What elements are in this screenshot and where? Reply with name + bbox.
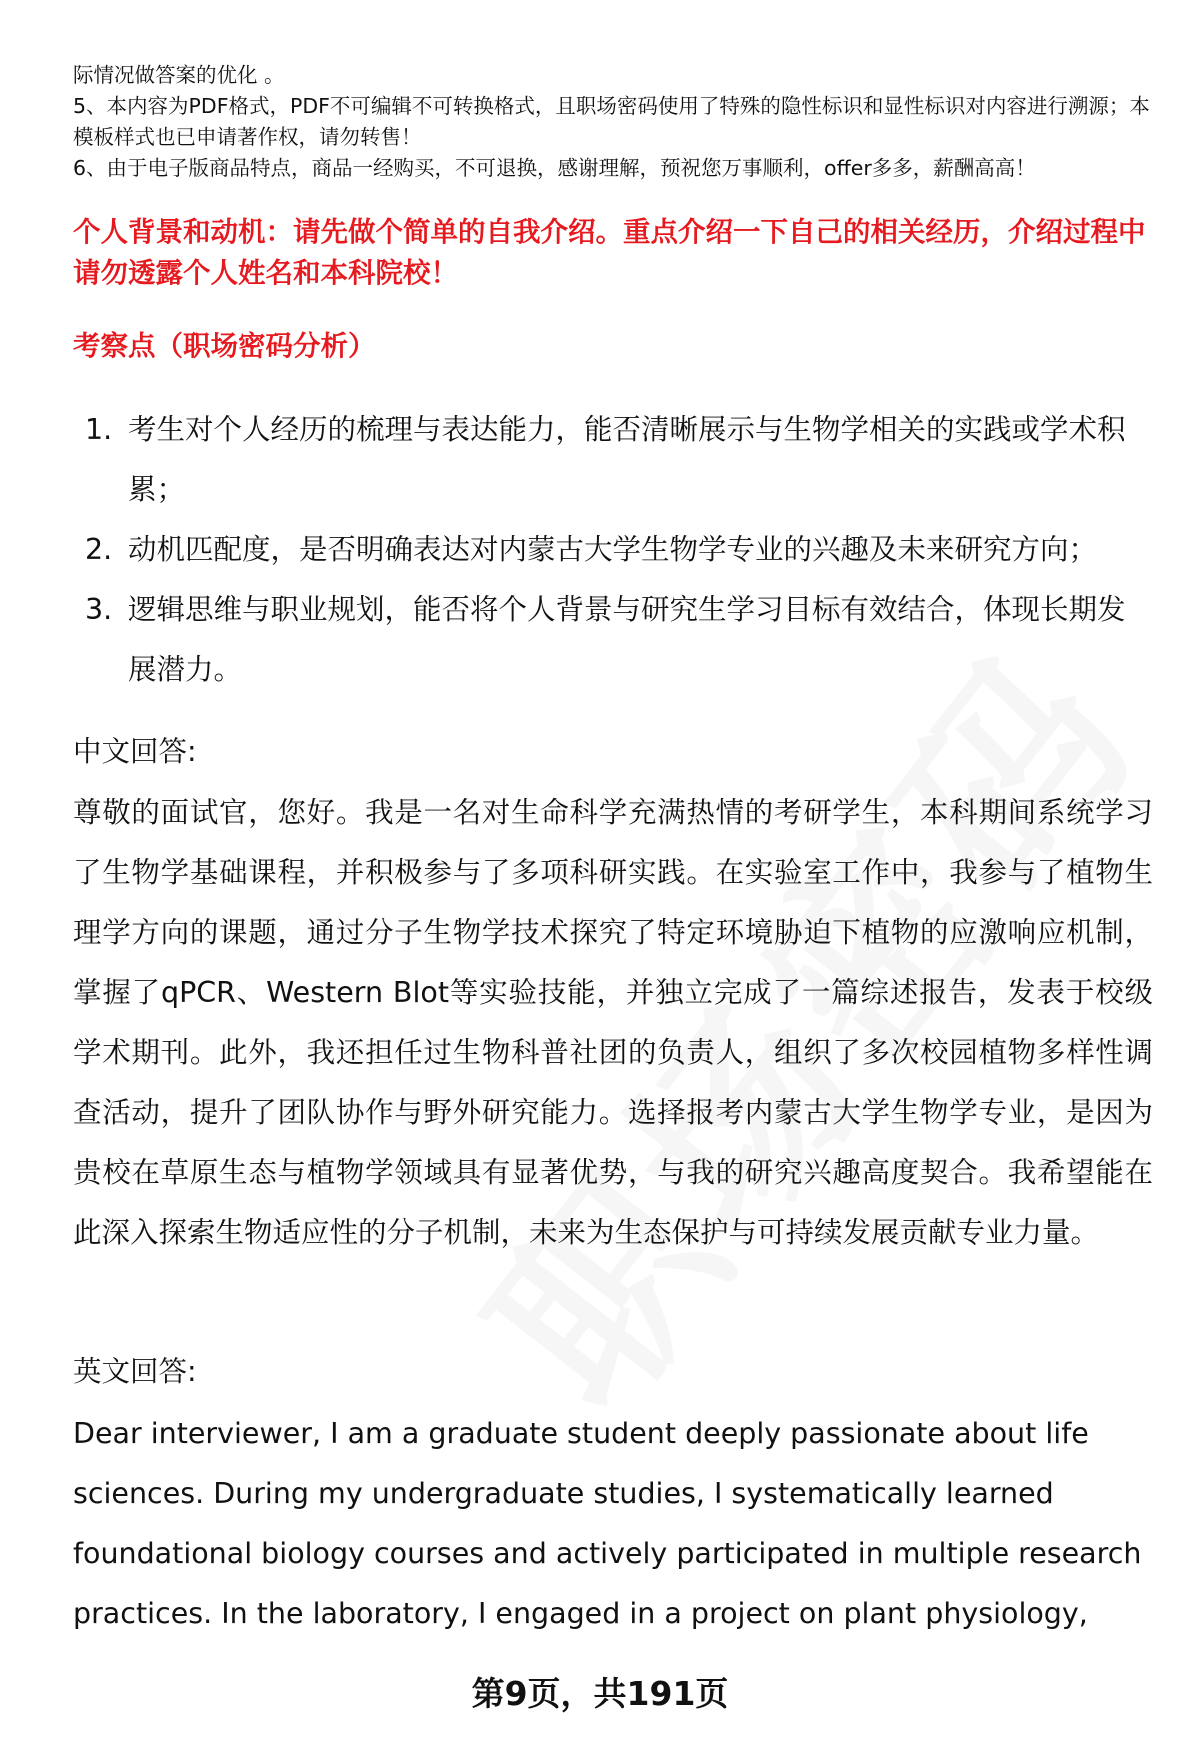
exam-points-list <box>73 400 1153 700</box>
chinese-answer-label: 中文回答: <box>73 735 197 768</box>
chinese-answer-text: 尊敬的面试官，您好。我是一名对生命科学充满热情的考研学生，本科期间系统学习了生物学基础课程，并积极参与了多项科研实践。在实验室工作中，我参与了植物生理学方向的课题，通过分子生物学技术探究了特定环境胁迫下植物的应激响应机制，掌握了qPCR、Western Blot等实验技能，并独立完成了一篇综述报告，发表于校级学术期刊。此外，我还担任过生物科普社团的负责人，组织了多次校园植物多样性调查活动，提升了团队协作与野外研究能力。选择报考内蒙古大学生物学专业，是因为贵校在草原生态与植物学领域具有显著优势，与我的研究兴趣高度契合。我希望能在此深入探索生物适应性的分子机制，未来为生态保护与可持续发展贡献专业力量。 <box>73 796 1153 1249</box>
english-answer-text: Dear interviewer, I am a graduate student deeply passionate about life sciences. During my undergraduate studies, I systematically learned foundational biology courses and actively participated in multiple research practices. In the laboratory, I engaged in a project on plant physiology, <box>73 1417 1142 1630</box>
list-item <box>73 400 1153 520</box>
list-item-number: 3. <box>85 593 113 626</box>
note-line: 5、本内容为PDF格式，PDF不可编辑不可转换格式，且职场密码使用了特殊的隐性标识和显性标识对内容进行溯源；本模板样式也已申请著作权，请勿转售！ <box>73 94 1150 149</box>
list-item-text: 动机匹配度，是否明确表达对内蒙古大学生物学专业的兴趣及未来研究方向； <box>128 533 1098 566</box>
notes-block <box>73 60 1153 184</box>
list-item-text: 考生对个人经历的梳理与表达能力，能否清晰展示与生物学相关的实践或学术积累； <box>128 413 1126 506</box>
page-number-footer: 第9页，共191页 <box>471 1674 729 1713</box>
list-item-number: 1. <box>85 413 113 446</box>
note-line: 6、由于电子版商品特点，商品一经购买，不可退换，感谢理解，预祝您万事顺利，offer多多，薪酬高高！ <box>73 156 1036 180</box>
english-answer-label: 英文回答: <box>73 1355 197 1388</box>
question-heading: 个人背景和动机：请先做个简单的自我介绍。重点介绍一下自己的相关经历，介绍过程中请勿透露个人姓名和本科院校！ <box>73 216 1146 289</box>
note-line: 际情况做答案的优化 。 <box>73 63 285 87</box>
exam-points-title: 考察点（职场密码分析） <box>73 330 376 362</box>
list-item-text: 逻辑思维与职业规划，能否将个人背景与研究生学习目标有效结合，体现长期发展潜力。 <box>128 593 1126 686</box>
list-item-number: 2. <box>85 533 113 566</box>
list-item <box>73 580 1153 700</box>
list-item <box>73 520 1153 580</box>
